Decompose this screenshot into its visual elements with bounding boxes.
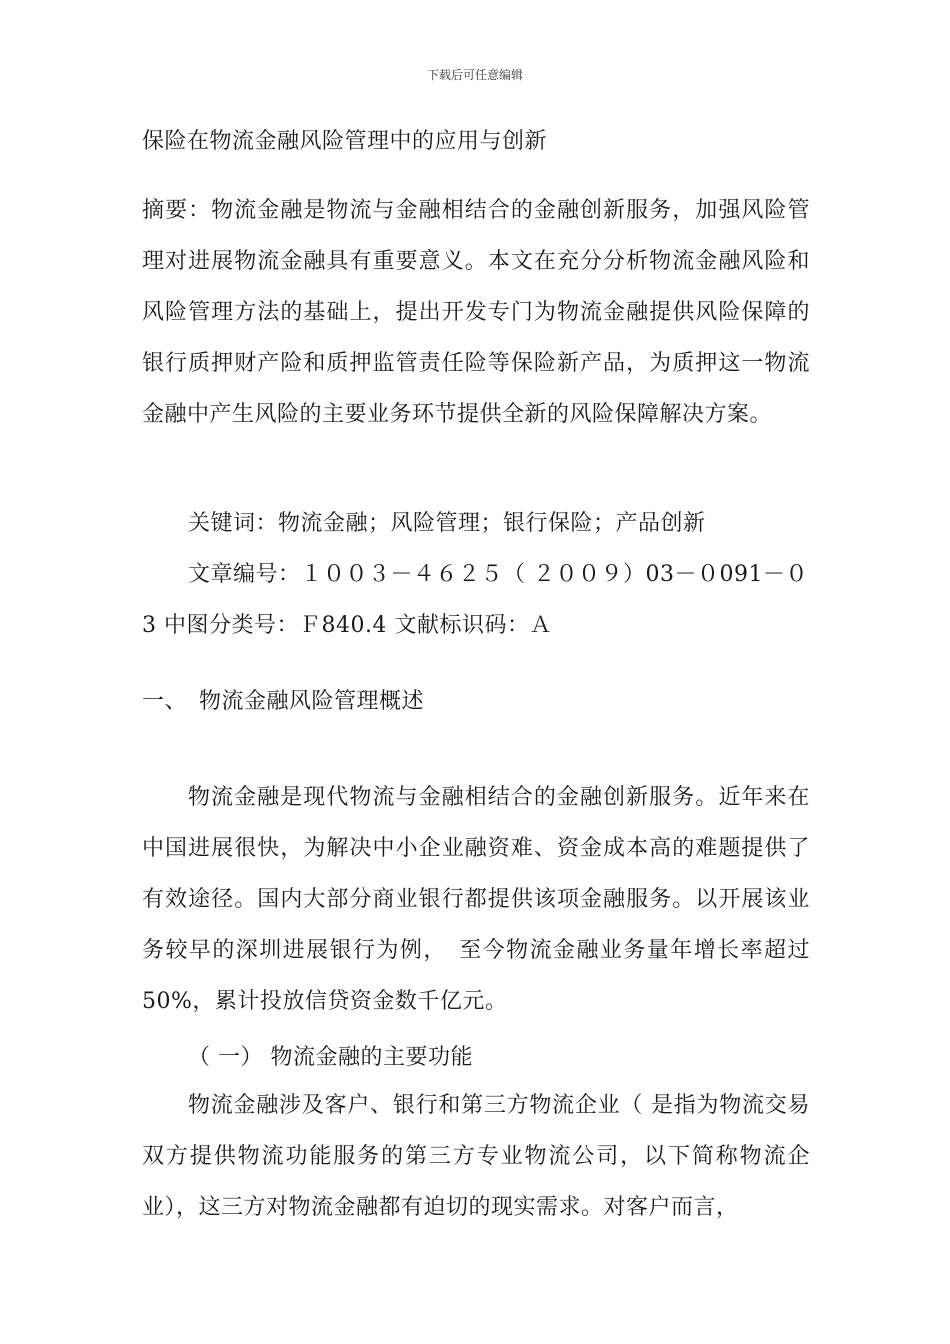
section-heading [142, 684, 424, 715]
section-number: 一、 [142, 689, 188, 714]
article-number-line: 文章编号：１００３－４６２５（ ２００９）03－０091－０ [188, 562, 808, 587]
body-paragraph-1: 物流金融是现代物流与金融相结合的金融创新服务。近年来在中国进展很快，为解决中小企业融资难、资金成本高的难题提供了有效途径。国内大部分商业银行都提供该项金融服务。以开展该业务较早的深圳进展银行为例， 至今物流金融业务量年增长率超过 50%，累计投放信贷资金数千亿元。 [142, 785, 810, 1014]
abstract-paragraph: 摘要：物流金融是物流与金融相结合的金融创新服务，加强风险管理对进展物流金融具有重要意义。本文在充分分析物流金融风险和风险管理方法的基础上，提出开发专门为物流金融提供风险保障的银行质押财产险和质押监管责任险等保险新产品，为质押这一物流金融中产生风险的主要业务环节提供全新的风险保障解决方案。 [142, 198, 810, 427]
classification-line: 3 中图分类号：Ｆ840.4 文献标识码：Ａ [142, 613, 552, 638]
keywords-line: 关键词：物流金融；风险管理；银行保险；产品创新 [188, 511, 706, 536]
body-paragraph-2: 物流金融涉及客户、银行和第三方物流企业（ 是指为物流交易双方提供物流功能服务的第三方专业物流公司，以下简称物流企业），这三方对物流金融都有迫切的现实需求。对客户而言， [142, 1093, 810, 1220]
subsection-heading: （ 一） 物流金融的主要功能 [188, 1045, 473, 1070]
document-title: 保险在物流金融风险管理中的应用与创新 [142, 129, 548, 154]
section-title: 物流金融风险管理概述 [199, 689, 425, 714]
header-note: 下载后可任意编辑 [426, 68, 523, 82]
